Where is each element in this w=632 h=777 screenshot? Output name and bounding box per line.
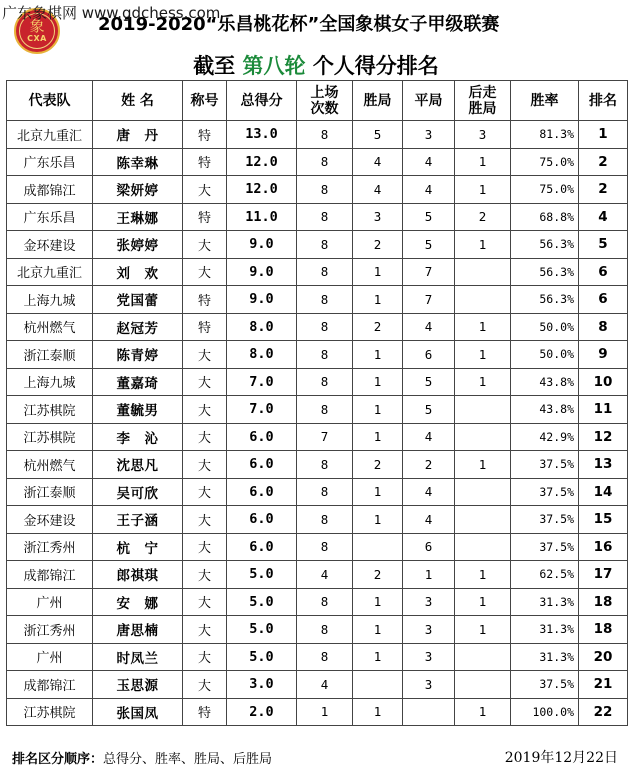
wins-cell <box>353 671 403 699</box>
wins-cell: 1 <box>353 616 403 644</box>
team-cell: 成都锦江 <box>7 561 93 589</box>
team-cell: 北京九重汇 <box>7 258 93 286</box>
table-row <box>7 698 628 726</box>
rate-cell: 62.5% <box>511 561 579 589</box>
rank-cell: 17 <box>579 561 628 589</box>
team-cell: 杭州燃气 <box>7 313 93 341</box>
games-cell: 8 <box>297 396 353 424</box>
wins-cell <box>353 533 403 561</box>
team-cell: 浙江秀州 <box>7 616 93 644</box>
wins-cell: 1 <box>353 423 403 451</box>
title-cell: 大 <box>183 176 227 204</box>
logo-glyph: 象 <box>29 17 45 35</box>
black-wins-cell: 1 <box>455 698 511 726</box>
wins-cell: 4 <box>353 176 403 204</box>
rate-cell: 56.3% <box>511 286 579 314</box>
games-cell: 8 <box>297 368 353 396</box>
games-cell: 8 <box>297 203 353 231</box>
rate-cell: 37.5% <box>511 478 579 506</box>
games-cell: 8 <box>297 506 353 534</box>
draws-cell: 5 <box>403 396 455 424</box>
rank-cell: 22 <box>579 698 628 726</box>
title-cell: 特 <box>183 286 227 314</box>
name-cell: 董嘉琦 <box>93 368 183 396</box>
wins-cell: 1 <box>353 478 403 506</box>
name-cell: 安 娜 <box>93 588 183 616</box>
name-cell: 唐 丹 <box>93 121 183 149</box>
black-wins-cell <box>455 533 511 561</box>
name-cell: 梁妍婷 <box>93 176 183 204</box>
team-cell: 浙江秀州 <box>7 533 93 561</box>
rank-cell: 16 <box>579 533 628 561</box>
table-row <box>7 671 628 699</box>
team-cell: 浙江泰顺 <box>7 341 93 369</box>
games-cell: 8 <box>297 231 353 259</box>
draws-cell: 5 <box>403 203 455 231</box>
rate-cell: 68.8% <box>511 203 579 231</box>
title-cell: 特 <box>183 121 227 149</box>
score-cell: 12.0 <box>227 148 297 176</box>
column-header-rank: 排名 <box>579 81 628 121</box>
title-cell: 大 <box>183 588 227 616</box>
name-cell: 陈幸琳 <box>93 148 183 176</box>
rate-cell: 43.8% <box>511 368 579 396</box>
score-cell: 12.0 <box>227 176 297 204</box>
team-cell: 广东乐昌 <box>7 148 93 176</box>
name-cell: 陈青婷 <box>93 341 183 369</box>
black-wins-cell: 1 <box>455 341 511 369</box>
team-cell: 金环建设 <box>7 231 93 259</box>
score-cell: 5.0 <box>227 643 297 671</box>
rate-cell: 37.5% <box>511 451 579 479</box>
name-cell: 赵冠芳 <box>93 313 183 341</box>
wins-cell: 1 <box>353 588 403 616</box>
name-cell: 李 沁 <box>93 423 183 451</box>
rank-cell: 6 <box>579 286 628 314</box>
black-wins-cell <box>455 478 511 506</box>
table-row <box>7 643 628 671</box>
wins-cell: 3 <box>353 203 403 231</box>
draws-cell: 3 <box>403 671 455 699</box>
title-cell: 大 <box>183 451 227 479</box>
name-cell: 王琳娜 <box>93 203 183 231</box>
games-cell: 8 <box>297 286 353 314</box>
ranking-rules-order: 总得分、胜率、胜局、后胜局 <box>103 752 273 767</box>
column-header-rate: 胜率 <box>511 81 579 121</box>
wins-cell: 1 <box>353 698 403 726</box>
table-row <box>7 176 628 204</box>
black-wins-cell <box>455 396 511 424</box>
rank-cell: 2 <box>579 148 628 176</box>
name-cell: 董毓男 <box>93 396 183 424</box>
ranking-rules-label: 排名区分顺序： <box>12 752 104 767</box>
team-cell: 江苏棋院 <box>7 423 93 451</box>
wins-cell: 4 <box>353 148 403 176</box>
team-cell: 杭州燃气 <box>7 451 93 479</box>
table-row <box>7 533 628 561</box>
draws-cell: 4 <box>403 478 455 506</box>
black-wins-cell: 1 <box>455 176 511 204</box>
table-body <box>7 121 628 726</box>
rank-cell: 2 <box>579 176 628 204</box>
title-cell: 大 <box>183 341 227 369</box>
games-cell: 1 <box>297 698 353 726</box>
rank-cell: 15 <box>579 506 628 534</box>
name-cell: 张婷婷 <box>93 231 183 259</box>
games-cell: 4 <box>297 671 353 699</box>
table-row <box>7 616 628 644</box>
table-row <box>7 396 628 424</box>
games-cell: 8 <box>297 533 353 561</box>
score-cell: 11.0 <box>227 203 297 231</box>
score-cell: 2.0 <box>227 698 297 726</box>
draws-cell: 4 <box>403 506 455 534</box>
team-cell: 上海九城 <box>7 368 93 396</box>
score-cell: 5.0 <box>227 588 297 616</box>
wins-cell: 2 <box>353 313 403 341</box>
name-cell: 刘 欢 <box>93 258 183 286</box>
black-wins-cell: 1 <box>455 231 511 259</box>
table-row <box>7 286 628 314</box>
team-cell: 浙江泰顺 <box>7 478 93 506</box>
games-cell: 8 <box>297 451 353 479</box>
name-cell: 唐思楠 <box>93 616 183 644</box>
rate-cell: 50.0% <box>511 341 579 369</box>
name-cell: 时凤兰 <box>93 643 183 671</box>
rate-cell: 56.3% <box>511 231 579 259</box>
title-cell: 大 <box>183 643 227 671</box>
black-wins-cell <box>455 286 511 314</box>
title-cell: 大 <box>183 423 227 451</box>
score-cell: 6.0 <box>227 451 297 479</box>
games-cell: 8 <box>297 643 353 671</box>
wins-cell: 2 <box>353 231 403 259</box>
rate-cell: 50.0% <box>511 313 579 341</box>
rate-cell: 75.0% <box>511 176 579 204</box>
wins-cell: 1 <box>353 286 403 314</box>
table-row <box>7 203 628 231</box>
black-wins-cell <box>455 258 511 286</box>
table-row <box>7 423 628 451</box>
rate-cell: 56.3% <box>511 258 579 286</box>
title-cell: 大 <box>183 258 227 286</box>
title-cell: 大 <box>183 561 227 589</box>
rate-cell: 81.3% <box>511 121 579 149</box>
games-cell: 7 <box>297 423 353 451</box>
draws-cell: 1 <box>403 561 455 589</box>
draws-cell: 6 <box>403 533 455 561</box>
name-cell: 张国凤 <box>93 698 183 726</box>
title-cell: 特 <box>183 698 227 726</box>
draws-cell: 3 <box>403 121 455 149</box>
table-row <box>7 121 628 149</box>
score-cell: 5.0 <box>227 561 297 589</box>
black-wins-cell: 1 <box>455 616 511 644</box>
title-cell: 特 <box>183 148 227 176</box>
title-cell: 大 <box>183 478 227 506</box>
score-cell: 9.0 <box>227 231 297 259</box>
score-cell: 3.0 <box>227 671 297 699</box>
black-wins-cell: 1 <box>455 148 511 176</box>
title-round: 第八轮 <box>242 54 306 78</box>
tournament-title: 2019-2020“乐昌桃花杯”全国象棋女子甲级联赛 <box>98 14 500 35</box>
games-cell: 8 <box>297 121 353 149</box>
table-row <box>7 341 628 369</box>
games-cell: 4 <box>297 561 353 589</box>
table-row <box>7 231 628 259</box>
team-cell: 江苏棋院 <box>7 698 93 726</box>
rank-cell: 11 <box>579 396 628 424</box>
name-cell: 王子涵 <box>93 506 183 534</box>
score-cell: 8.0 <box>227 341 297 369</box>
rate-cell: 31.3% <box>511 616 579 644</box>
title-cell: 大 <box>183 506 227 534</box>
draws-cell: 7 <box>403 286 455 314</box>
table-row <box>7 451 628 479</box>
title-cell: 特 <box>183 203 227 231</box>
black-wins-cell <box>455 423 511 451</box>
team-cell: 北京九重汇 <box>7 121 93 149</box>
rate-cell: 37.5% <box>511 506 579 534</box>
column-header-title: 称号 <box>183 81 227 121</box>
rank-cell: 9 <box>579 341 628 369</box>
title-cell: 大 <box>183 533 227 561</box>
games-cell: 8 <box>297 258 353 286</box>
black-wins-cell <box>455 671 511 699</box>
rate-cell: 37.5% <box>511 671 579 699</box>
table-row <box>7 506 628 534</box>
column-header-black-wins: 后走 胜局 <box>455 81 511 121</box>
rank-cell: 5 <box>579 231 628 259</box>
name-cell: 杭 宁 <box>93 533 183 561</box>
name-cell: 沈思凡 <box>93 451 183 479</box>
title-cell: 特 <box>183 313 227 341</box>
games-cell: 8 <box>297 588 353 616</box>
title-cell: 大 <box>183 396 227 424</box>
rate-cell: 31.3% <box>511 643 579 671</box>
rate-cell: 37.5% <box>511 533 579 561</box>
ranking-title <box>0 50 632 80</box>
draws-cell: 5 <box>403 368 455 396</box>
title-cell: 大 <box>183 368 227 396</box>
score-cell: 5.0 <box>227 616 297 644</box>
score-cell: 7.0 <box>227 396 297 424</box>
draws-cell: 3 <box>403 616 455 644</box>
table-header-row <box>7 81 628 121</box>
score-cell: 9.0 <box>227 286 297 314</box>
games-cell: 8 <box>297 478 353 506</box>
rank-cell: 12 <box>579 423 628 451</box>
rate-cell: 75.0% <box>511 148 579 176</box>
rank-cell: 14 <box>579 478 628 506</box>
wins-cell: 2 <box>353 451 403 479</box>
table-row <box>7 258 628 286</box>
rank-cell: 8 <box>579 313 628 341</box>
team-cell: 金环建设 <box>7 506 93 534</box>
wins-cell: 2 <box>353 561 403 589</box>
draws-cell: 4 <box>403 423 455 451</box>
wins-cell: 1 <box>353 396 403 424</box>
score-cell: 9.0 <box>227 258 297 286</box>
team-cell: 广州 <box>7 588 93 616</box>
score-cell: 6.0 <box>227 533 297 561</box>
rank-cell: 1 <box>579 121 628 149</box>
team-cell: 成都锦江 <box>7 176 93 204</box>
column-header-name: 姓 名 <box>93 81 183 121</box>
black-wins-cell <box>455 643 511 671</box>
team-cell: 广州 <box>7 643 93 671</box>
rank-cell: 21 <box>579 671 628 699</box>
rate-cell: 43.8% <box>511 396 579 424</box>
logo-abbr: CXA <box>27 34 47 43</box>
table-row <box>7 313 628 341</box>
rank-cell: 18 <box>579 588 628 616</box>
team-cell: 江苏棋院 <box>7 396 93 424</box>
black-wins-cell: 1 <box>455 313 511 341</box>
draws-cell: 4 <box>403 148 455 176</box>
wins-cell: 1 <box>353 341 403 369</box>
score-cell: 8.0 <box>227 313 297 341</box>
draws-cell: 7 <box>403 258 455 286</box>
column-header-games: 上场 次数 <box>297 81 353 121</box>
report-date: 2019年12月22日 <box>504 750 618 766</box>
draws-cell: 6 <box>403 341 455 369</box>
score-cell: 6.0 <box>227 506 297 534</box>
wins-cell: 1 <box>353 506 403 534</box>
title-cell: 大 <box>183 671 227 699</box>
rate-cell: 42.9% <box>511 423 579 451</box>
score-cell: 6.0 <box>227 478 297 506</box>
games-cell: 8 <box>297 341 353 369</box>
title-cell: 大 <box>183 616 227 644</box>
rank-cell: 13 <box>579 451 628 479</box>
black-wins-cell: 1 <box>455 368 511 396</box>
wins-cell: 1 <box>353 258 403 286</box>
table-row <box>7 588 628 616</box>
games-cell: 8 <box>297 616 353 644</box>
rank-cell: 20 <box>579 643 628 671</box>
name-cell: 玉思源 <box>93 671 183 699</box>
column-header-draws: 平局 <box>403 81 455 121</box>
wins-cell: 5 <box>353 121 403 149</box>
rate-cell: 100.0% <box>511 698 579 726</box>
score-cell: 13.0 <box>227 121 297 149</box>
draws-cell: 4 <box>403 176 455 204</box>
games-cell: 8 <box>297 313 353 341</box>
black-wins-cell: 1 <box>455 451 511 479</box>
team-cell: 上海九城 <box>7 286 93 314</box>
table-row <box>7 368 628 396</box>
draws-cell: 2 <box>403 451 455 479</box>
draws-cell: 4 <box>403 313 455 341</box>
games-cell: 8 <box>297 176 353 204</box>
wins-cell: 1 <box>353 368 403 396</box>
table-row <box>7 478 628 506</box>
title-suffix: 个人得分排名 <box>312 54 439 78</box>
name-cell: 党国蕾 <box>93 286 183 314</box>
ranking-rules-note <box>12 748 272 767</box>
team-cell: 广东乐昌 <box>7 203 93 231</box>
black-wins-cell: 1 <box>455 588 511 616</box>
watermark: 广东象棋网 www.gdchess.com <box>2 4 221 22</box>
draws-cell: 3 <box>403 643 455 671</box>
score-cell: 7.0 <box>227 368 297 396</box>
name-cell: 吴可欣 <box>93 478 183 506</box>
draws-cell: 5 <box>403 231 455 259</box>
black-wins-cell <box>455 506 511 534</box>
score-cell: 6.0 <box>227 423 297 451</box>
column-header-score: 总得分 <box>227 81 297 121</box>
rank-cell: 18 <box>579 616 628 644</box>
team-cell: 成都锦江 <box>7 671 93 699</box>
black-wins-cell: 3 <box>455 121 511 149</box>
table-row <box>7 561 628 589</box>
title-prefix: 截至 <box>193 54 236 78</box>
title-cell: 大 <box>183 231 227 259</box>
games-cell: 8 <box>297 148 353 176</box>
draws-cell: 3 <box>403 588 455 616</box>
column-header-team: 代表队 <box>7 81 93 121</box>
rank-cell: 10 <box>579 368 628 396</box>
black-wins-cell: 1 <box>455 561 511 589</box>
rank-cell: 4 <box>579 203 628 231</box>
name-cell: 郎祺琪 <box>93 561 183 589</box>
ranking-table <box>6 80 628 726</box>
rate-cell: 31.3% <box>511 588 579 616</box>
rank-cell: 6 <box>579 258 628 286</box>
column-header-wins: 胜局 <box>353 81 403 121</box>
black-wins-cell: 2 <box>455 203 511 231</box>
table-row <box>7 148 628 176</box>
wins-cell: 1 <box>353 643 403 671</box>
draws-cell <box>403 698 455 726</box>
